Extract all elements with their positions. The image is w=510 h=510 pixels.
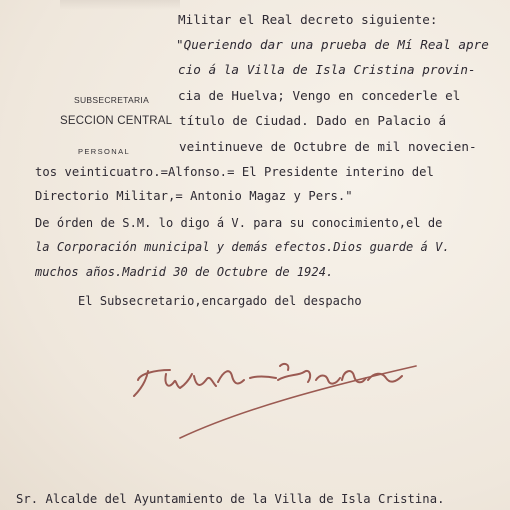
body-line: Militar el Real decreto siguiente: — [178, 12, 438, 27]
body-line: muchos años.Madrid 30 de Octubre de 1924. — [35, 265, 334, 279]
body-line: "Queriendo dar una prueba de Mí Real apre — [176, 37, 489, 52]
body-line: De órden de S.M. lo digo á V. para su conocimiento,el de — [35, 216, 443, 230]
addressee-line: Sr. Alcalde del Ayuntamiento de la Villa de Isla Cristina. — [16, 492, 445, 506]
body-line: título de Ciudad. Dado en Palacio á — [179, 113, 447, 128]
body-line: veintinueve de Octubre de mil novecien- — [179, 139, 477, 154]
body-line: la Corporación municipal y demás efectos.Dios guarde á V. — [35, 240, 450, 254]
paper-smudge — [60, 0, 180, 10]
body-line: Directorio Militar,= Antonio Magaz y Pers." — [35, 189, 353, 203]
signature — [120, 340, 420, 450]
body-line: El Subsecretario,encargado del despacho — [78, 294, 362, 308]
body-line: cio á la Villa de Isla Cristina provin- — [178, 62, 476, 77]
body-line: tos veinticuatro.=Alfonso.= El Presidente interino del — [35, 165, 434, 179]
personal-label: PERSONAL — [78, 147, 131, 156]
seccion-central-label: SECCION CENTRAL — [60, 115, 173, 127]
body-line: cia de Huelva; Vengo en concederle el — [178, 88, 461, 103]
subsecretaria-label: SUBSECRETARIA — [74, 95, 150, 105]
